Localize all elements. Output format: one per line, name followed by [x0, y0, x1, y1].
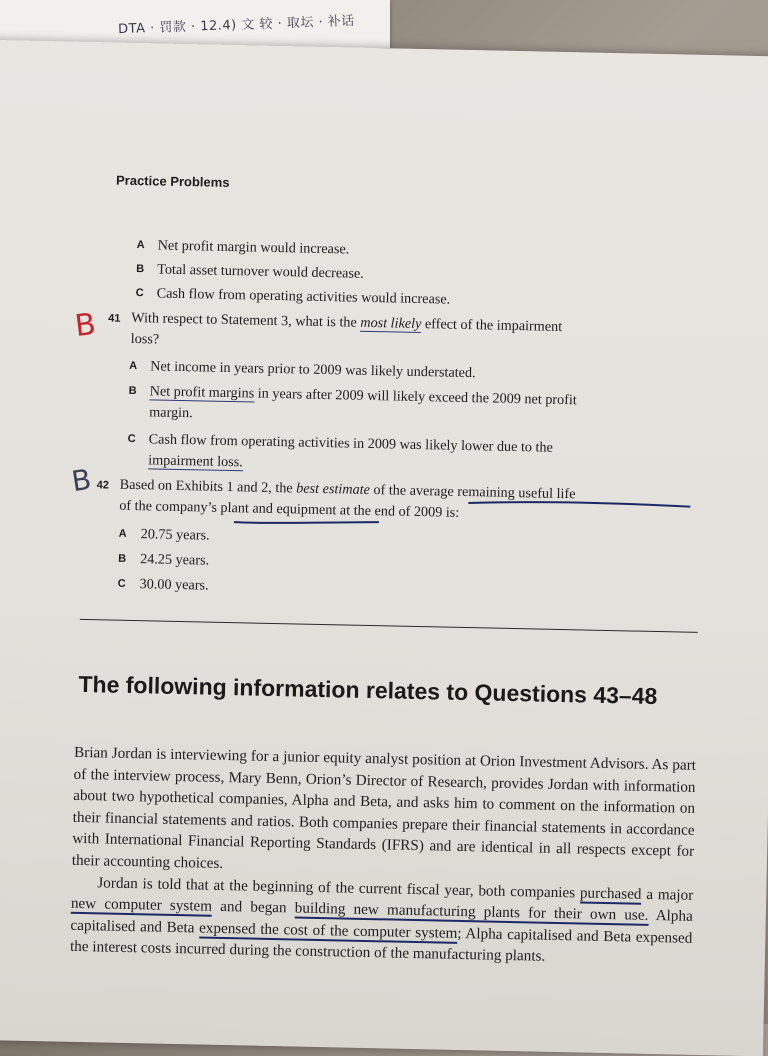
paragraph-underlined: expensed the cost of the computer system: [198, 919, 458, 942]
stem-emphasis: most likely: [360, 314, 422, 333]
paragraph-text: and began: [211, 897, 295, 917]
option-letter: B: [128, 384, 137, 398]
paragraph-text: a major: [641, 885, 694, 904]
paragraph-underlined: new computer system: [70, 894, 213, 915]
stem-text: Based on Exhibits 1 and 2, the: [119, 476, 297, 497]
paragraph: [70, 871, 694, 970]
option-letter: A: [118, 527, 127, 540]
option-text: Total asset turnover would decrease.: [157, 261, 364, 282]
case-text: [70, 742, 696, 971]
option-letter: C: [117, 577, 126, 590]
option-text: Cash flow from operating activities would increase.: [156, 285, 451, 308]
stem-text: of the company’s plant and equipment at the end of 2009 is:: [119, 497, 460, 521]
handwritten-answer-mark: B: [69, 462, 94, 499]
option-letter: B: [136, 263, 145, 276]
paragraph-text: Jordan is told that at the beginning of the current fiscal year, both companies: [97, 873, 581, 902]
stem-text: With respect to Statement 3, what is the: [131, 309, 361, 331]
book-page: [0, 40, 768, 1056]
option-text: Cash flow from operating activities in 2009 was likely lower due to the: [148, 431, 554, 456]
paragraph: Brian Jordan is interviewing for a junior equity analyst position at Orion Investment Advisors. As part of the interview process, Mary Benn, Orion’s Director of Research, provides Jordan with information about two hypothetical companies, Alpha and Beta, and asks him to comment on the information on their financial statements and ratios. Both companies prepare their financial statements in accordance with International Financial Reporting Standards (IFRS) and are identical in all respects except for their accounting choices.: [71, 743, 697, 872]
stem-emphasis: best estimate: [296, 480, 371, 498]
handwritten-answer-mark: B: [73, 306, 98, 345]
option-text: Net income in years prior to 2009 was likely understated.: [150, 358, 476, 382]
handwritten-note: DTA · 罚款 · 12.4) 文 较 · 取坛 · 补话: [117, 13, 355, 38]
paragraph-text: ; Alpha capitalised and Beta expensed the interest costs incurred during the construction of the manufacturing plants.: [69, 924, 693, 966]
option-text: 24.25 years.: [139, 551, 210, 569]
stem-text: of the average remaining useful life: [369, 481, 576, 503]
stem-text: loss?: [130, 330, 160, 348]
paragraph-text: Alpha capitalised and Beta: [70, 907, 693, 937]
option-text: in years after 2009 will likely exceed the 2009 net profit: [254, 385, 577, 409]
option-text-underlined: Net profit margins: [149, 383, 255, 402]
paragraph-underlined: purchased: [579, 884, 642, 903]
option-letter: C: [135, 287, 144, 300]
stem-text: effect of the impairment: [421, 316, 563, 335]
option-letter: B: [118, 552, 127, 565]
option-text: 30.00 years.: [139, 576, 209, 594]
option-text: Net profit margin would increase.: [157, 237, 350, 258]
option-text: 20.75 years.: [140, 526, 210, 544]
option-text-underlined: impairment loss.: [148, 452, 243, 471]
option-text: margin.: [149, 404, 193, 422]
option-letter: A: [136, 239, 145, 252]
option-letter: C: [127, 432, 136, 446]
question-number: 42: [96, 479, 110, 492]
section-heading: The following information relates to Questions 43–48: [78, 670, 658, 710]
running-head: Practice Problems: [115, 172, 230, 190]
paragraph-underlined: building new manufacturing plants for their own use.: [294, 899, 649, 925]
question-number: 41: [108, 312, 121, 325]
option-letter: A: [129, 359, 138, 373]
